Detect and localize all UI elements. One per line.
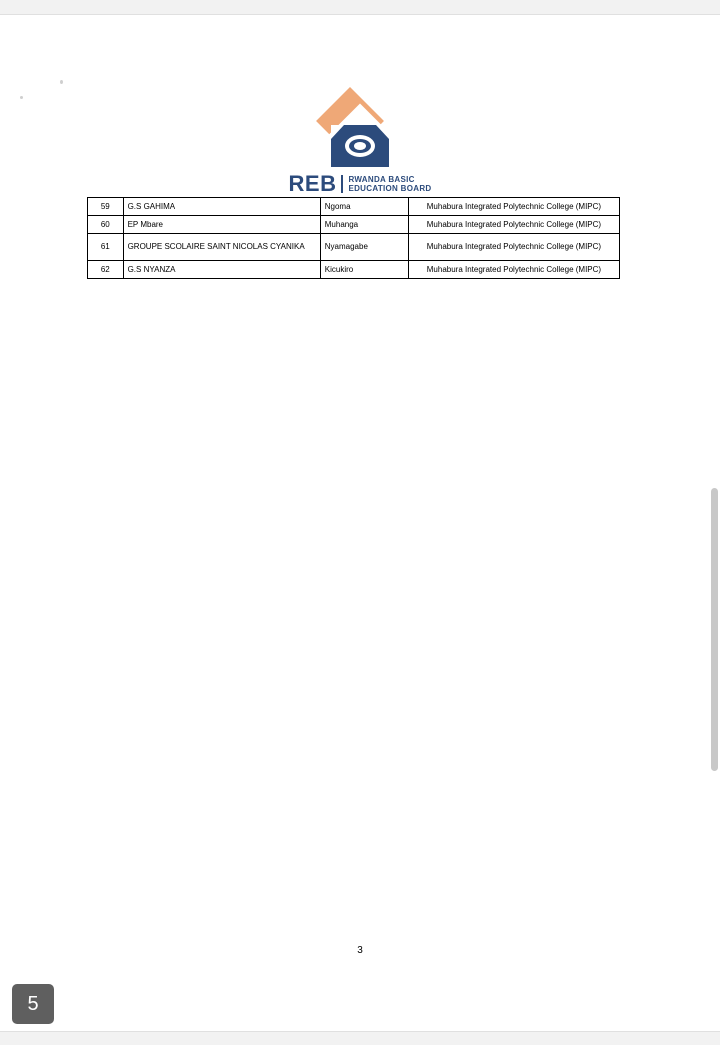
reb-fullname [341,175,431,193]
vertical-scrollbar[interactable] [708,15,720,1031]
cell-school: G.S GAHIMA [123,198,320,216]
cell-college: Muhabura Integrated Polytechnic College (MIPC) [408,234,619,261]
cell-district: Muhanga [320,216,408,234]
reb-fullname-line2: EDUCATION BOARD [348,184,432,193]
cell-school: G.S NYANZA [123,261,320,279]
reb-logo [0,97,720,197]
scan-speck [60,80,63,84]
cell-district: Kicukiro [320,261,408,279]
cell-district: Ngoma [320,198,408,216]
school-allocation-table [87,197,620,279]
table-row [88,198,620,216]
reb-logo-text [0,171,720,197]
table-row [88,234,620,261]
viewer-bottom-bar [0,1031,720,1045]
table-row [88,216,620,234]
cell-school: EP Mbare [123,216,320,234]
cell-district: Nyamagabe [320,234,408,261]
document-page [0,15,720,1031]
reb-logo-mark-icon [312,97,408,169]
cell-no: 59 [88,198,124,216]
cell-college: Muhabura Integrated Polytechnic College (MIPC) [408,216,619,234]
cell-no: 60 [88,216,124,234]
cell-school: GROUPE SCOLAIRE SAINT NICOLAS CYANIKA [123,234,320,261]
reb-acronym: REB [288,171,337,196]
reb-fullname-line1: RWANDA BASIC [348,175,415,184]
cell-no: 61 [88,234,124,261]
cell-no: 62 [88,261,124,279]
table-row [88,261,620,279]
cell-college: Muhabura Integrated Polytechnic College (MIPC) [408,198,619,216]
cell-college: Muhabura Integrated Polytechnic College (MIPC) [408,261,619,279]
viewer-top-bar [0,0,720,15]
scrollbar-thumb[interactable] [711,488,718,771]
page-number: 3 [357,945,363,956]
page-indicator-badge[interactable]: 5 [12,984,54,1024]
